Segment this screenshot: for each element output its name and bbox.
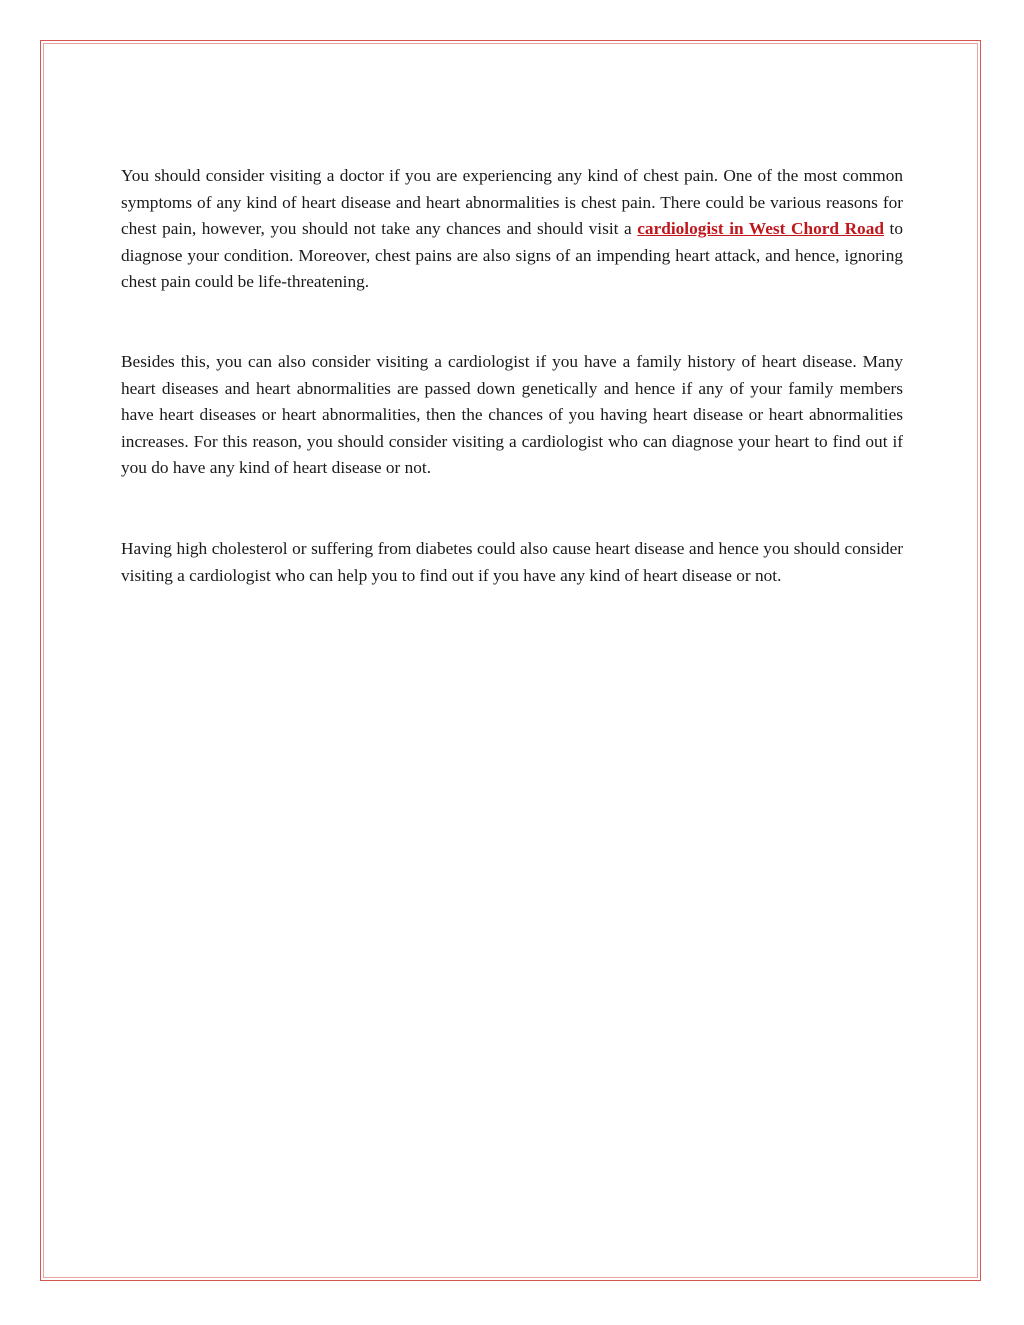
paragraph-family-history: Besides this, you can also consider visiting a cardiologist if you have a family history of heart disease. Many heart diseases and heart abnormalities are passed down genetically and hence if any of your family members have heart diseases or heart abnormalities, then the chances of you having heart disease or heart abnormalities increases. For this reason, you should consider visiting a cardiologist who can diagnose your heart to find out if you do have any kind of heart disease or not.: [121, 351, 903, 478]
paragraph-1-text-after-link: to diagnose your condition. Moreover, chest pains are also signs of an impending heart attack, and hence, ignoring chest pain could be life-threatening.: [121, 219, 903, 292]
paragraph-1-text-before-link: You should consider visiting a doctor if you are experiencing any kind of chest pain. One of the most common symptoms of any kind of heart disease and heart abnormalities is chest pain. There could be various reasons for chest pain, however, you should not take any chances and should visit a: [121, 166, 903, 239]
cardiologist-link[interactable]: cardiologist in West Chord Road: [637, 219, 884, 239]
paragraph-chest-pain: [121, 163, 903, 296]
document-body: [121, 163, 903, 589]
paragraph-cholesterol-diabetes: Having high cholesterol or suffering from diabetes could also cause heart disease and hence you should consider visiting a cardiologist who can help you to find out if you have any kind of heart disease or not.: [121, 538, 903, 585]
